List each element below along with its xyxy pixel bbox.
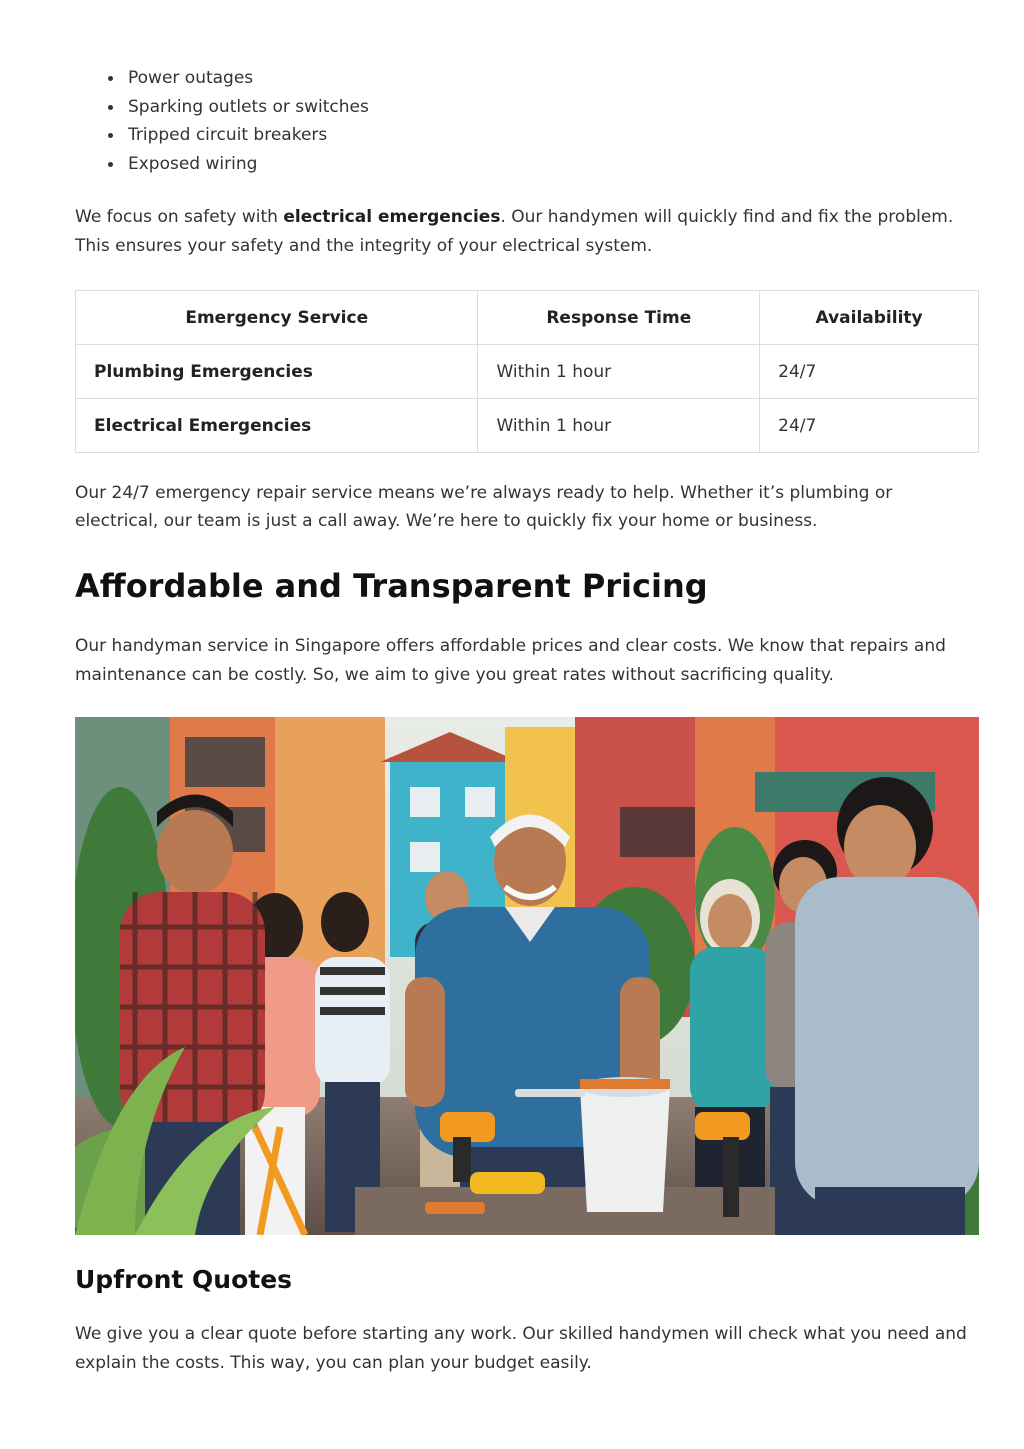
list-item: Sparking outlets or switches (128, 93, 369, 122)
column-header: Emergency Service (76, 291, 478, 345)
list-item: Tripped circuit breakers (128, 121, 369, 150)
service-cell: Plumbing Emergencies (76, 345, 478, 399)
column-header: Availability (760, 291, 979, 345)
emergency-list (75, 64, 369, 178)
table-row (76, 345, 979, 399)
subsection-heading: Upfront Quotes (75, 1265, 293, 1294)
response-cell: Within 1 hour (478, 345, 760, 399)
emergency-services-table (75, 290, 979, 453)
availability-cell: 24/7 (760, 399, 979, 453)
quotes-paragraph: We give you a clear quote before starting any work. Our skilled handymen will check what you need and explain the costs. This way, you can plan your budget easily. (75, 1324, 967, 1373)
list-item: Power outages (128, 64, 369, 93)
availability-cell: 24/7 (760, 345, 979, 399)
column-header: Response Time (478, 291, 760, 345)
handyman-community-photo (75, 717, 979, 1235)
table-header-row (76, 291, 979, 345)
list-item: Exposed wiring (128, 150, 369, 179)
safety-paragraph (75, 203, 979, 260)
section-heading: Affordable and Transparent Pricing (75, 567, 708, 605)
service-cell: Electrical Emergencies (76, 399, 478, 453)
paragraph-text: . Our handymen will quickly find and fix the problem. This ensures your safety and the integrity of your electrical system. (75, 207, 954, 256)
response-cell: Within 1 hour (478, 399, 760, 453)
emphasis-text: electrical emergencies (283, 207, 501, 227)
pricing-paragraph: Our handyman service in Singapore offers affordable prices and clear costs. We know that repairs and maintenance can be costly. So, we aim to give you great rates without sacrificing quality. (75, 636, 946, 685)
paragraph-text: We focus on safety with (75, 207, 284, 227)
table-row (76, 399, 979, 453)
emergency-paragraph: Our 24/7 emergency repair service means we’re always ready to help. Whether it’s plumbing or electrical, our team is just a call away. We’re here to quickly fix your home or business. (75, 483, 893, 531)
